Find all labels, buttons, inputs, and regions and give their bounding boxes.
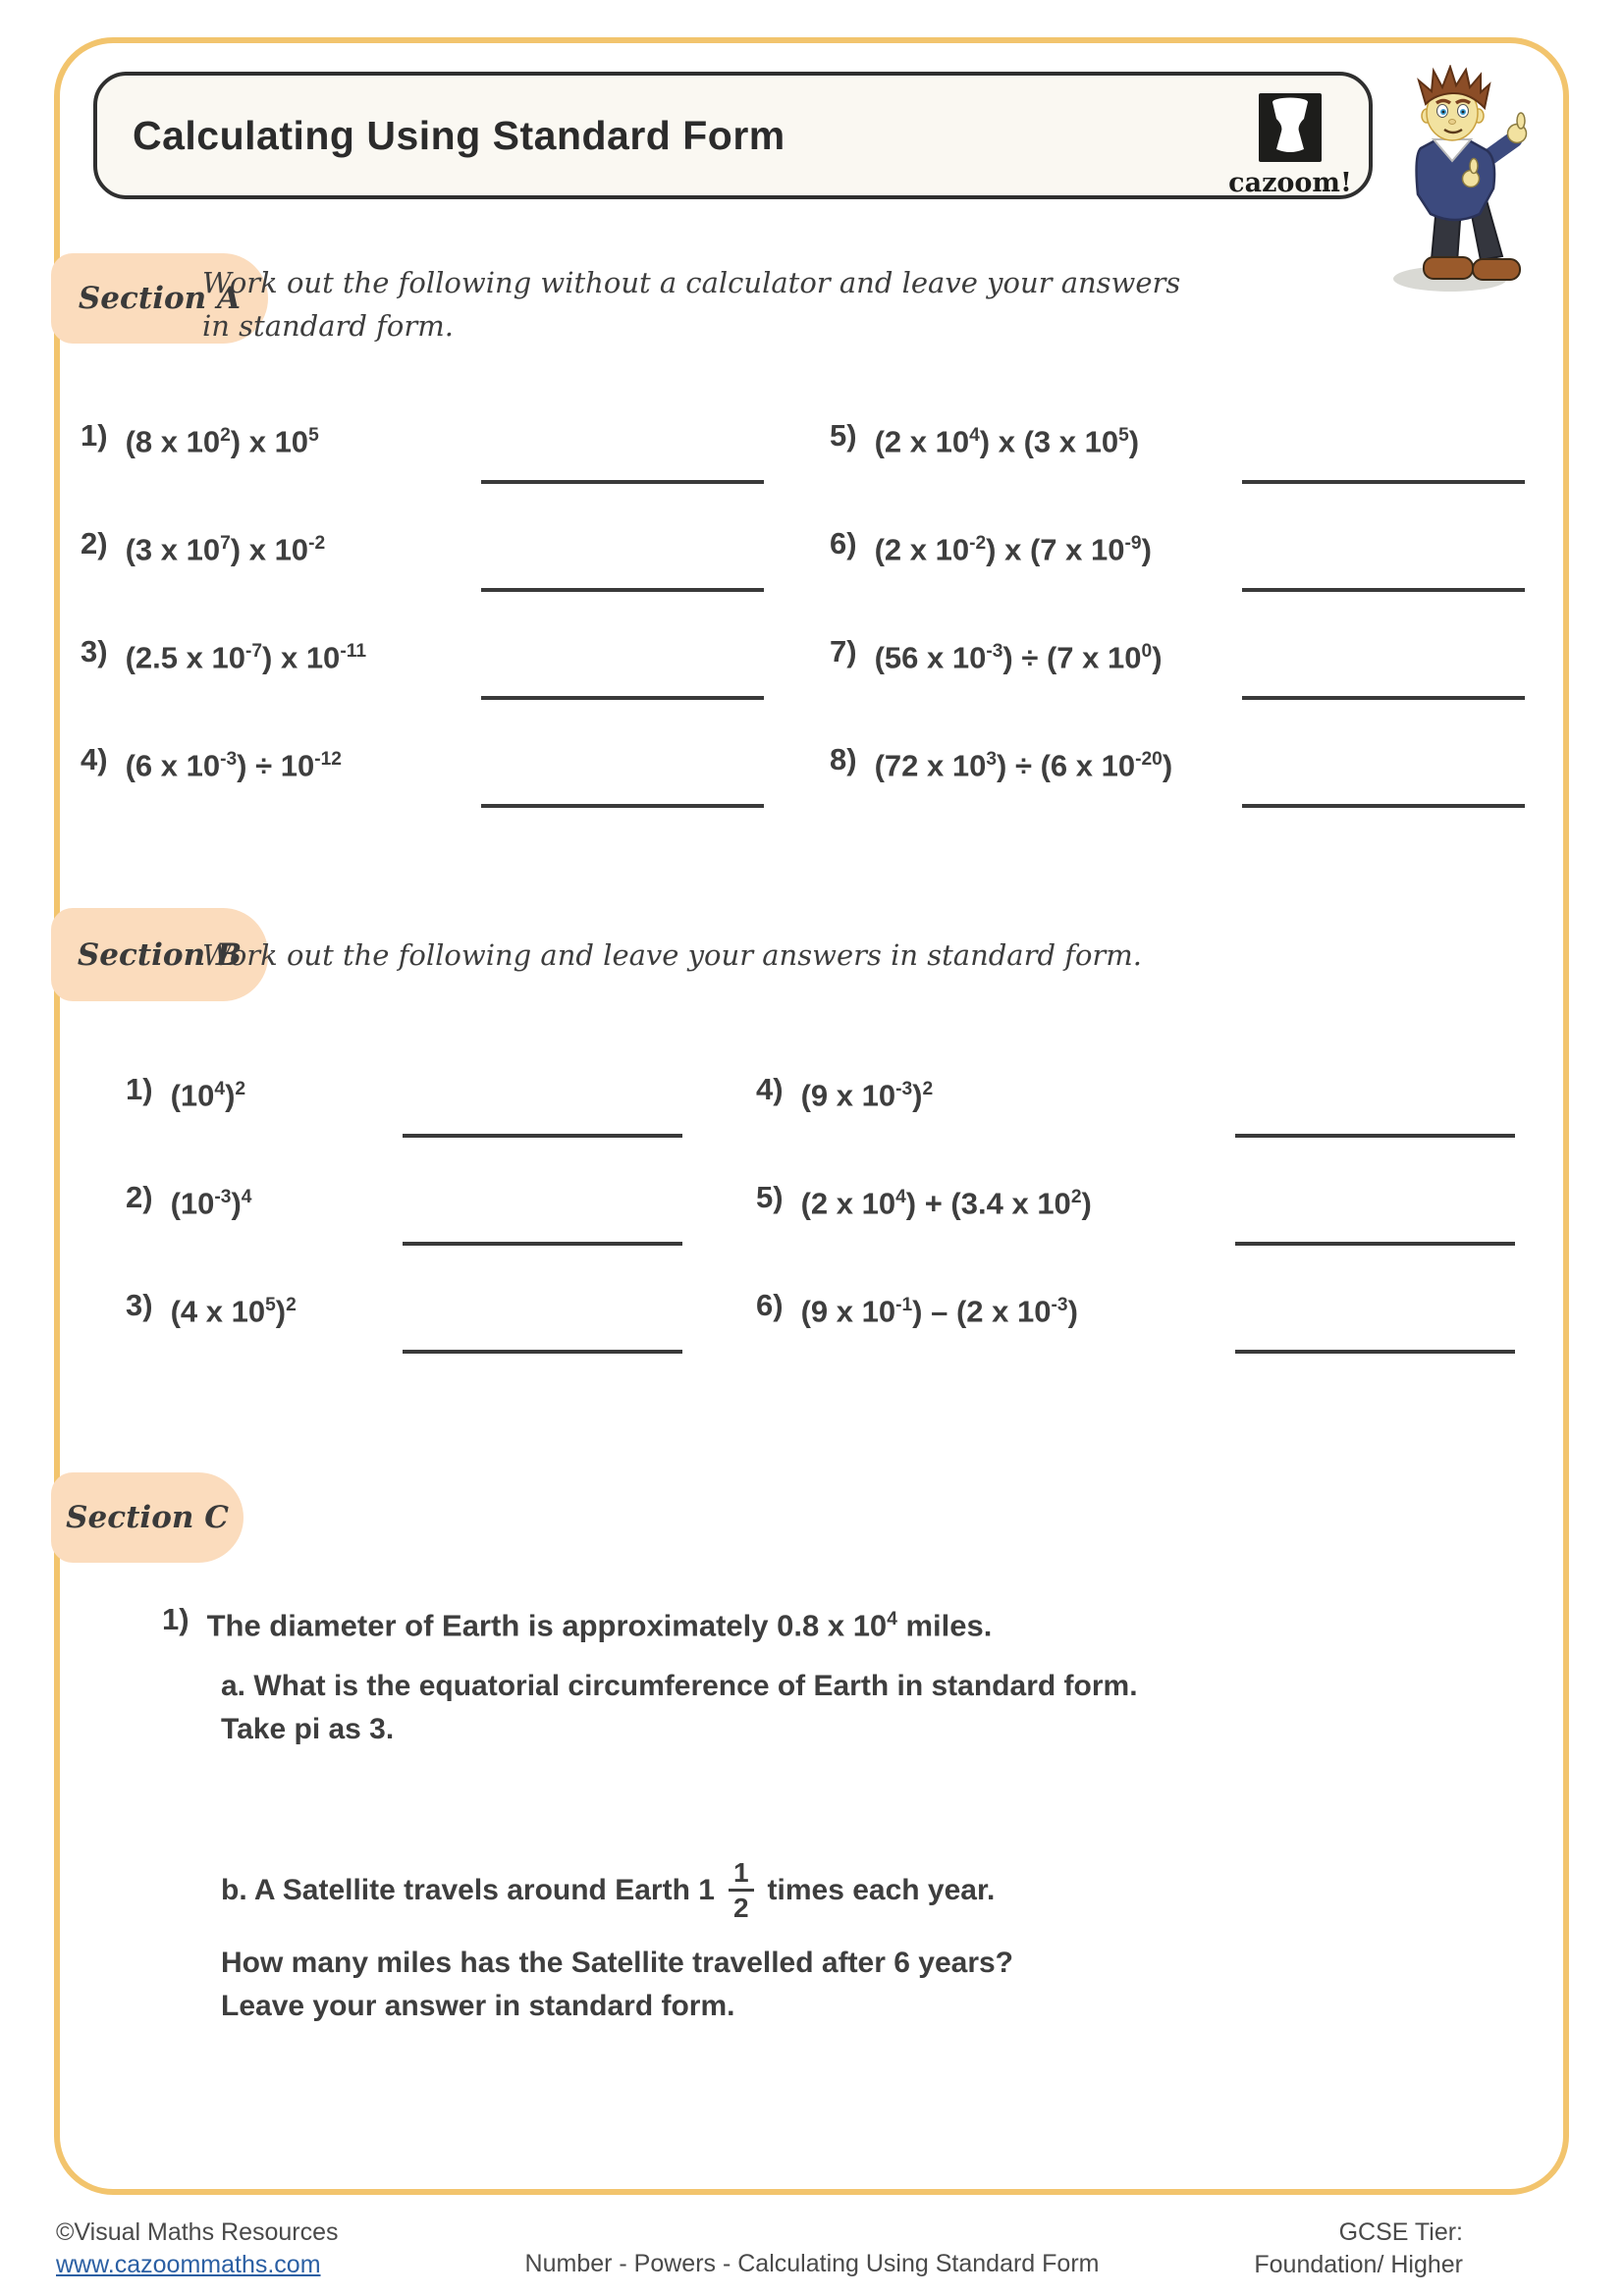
question-b1-number: 1): [126, 1072, 153, 1106]
question-a2-number: 2): [81, 526, 108, 561]
answer-line-a7[interactable]: [1242, 696, 1525, 700]
question-a1-number: 1): [81, 418, 108, 453]
question-b4-expression: (9 x $10^{-3})^2$: [800, 1078, 934, 1113]
question-b2-number: 2): [126, 1180, 153, 1214]
question-b3: [126, 1284, 297, 1333]
question-a2: [81, 522, 325, 571]
section-a-label: Section A: [51, 253, 268, 344]
tier-label: GCSE Tier:: [1338, 2218, 1463, 2246]
question-b3-expression: (4 x $10^5)^2$: [170, 1294, 297, 1329]
question-a4: [81, 738, 342, 787]
question-c1b-line2: How many miles has the Satellite travelled after 6 years?: [221, 1947, 1014, 1979]
answer-line-b4[interactable]: [1235, 1134, 1515, 1138]
title-bar: [93, 72, 1373, 199]
question-a7: [830, 630, 1163, 679]
question-c1-number: 1): [162, 1602, 189, 1636]
question-a8: [830, 738, 1172, 787]
section-a-instructions-line2: in standard form.: [202, 309, 454, 343]
fraction-denominator: 2: [732, 1893, 749, 1923]
question-c1a-line1: a. What is the equatorial circumference of Earth in standard form.: [221, 1670, 1138, 1702]
question-b2: [126, 1176, 251, 1225]
mascot-boy-illustration: [1377, 65, 1539, 295]
section-c-label: Section C: [51, 1472, 244, 1563]
section-a-instructions: [202, 261, 1180, 347]
question-b1: [126, 1068, 245, 1117]
logo-text: cazoom!: [1228, 168, 1352, 198]
tier-value: Foundation/ Higher: [1254, 2251, 1463, 2278]
question-a8-number: 8): [830, 742, 857, 776]
question-b6-number: 6): [756, 1288, 784, 1322]
one-half-fraction: [729, 1858, 754, 1923]
question-c1b-suffix: times each year.: [767, 1873, 996, 1906]
website-link[interactable]: www.cazoommaths.com: [56, 2251, 321, 2278]
answer-line-a4[interactable]: [481, 804, 764, 808]
question-b2-expression: $(10^{-3})^4$: [170, 1186, 252, 1221]
question-a1: [81, 414, 319, 463]
section-b-label: Section B: [51, 908, 268, 1001]
question-a3: [81, 630, 366, 679]
section-a-instructions-line1: Work out the following without a calculator and leave your answers: [202, 266, 1181, 299]
question-b5: [756, 1176, 1092, 1225]
question-a2-expression: (3 x $10^7$) x $10^{-2}$: [125, 532, 326, 567]
question-a1-expression: (8 x $10^2$) x $10^5$: [125, 424, 319, 459]
question-a3-expression: (2.5 x $10^{-7}$) x $10^{-11}$: [125, 640, 367, 675]
question-b6-expression: (9 x $10^{-1}) - (2$ x $10^{-3}$): [800, 1294, 1078, 1329]
question-c1b: [221, 1843, 995, 1937]
answer-line-a1[interactable]: [481, 480, 764, 484]
question-b4: [756, 1068, 933, 1117]
copyright-text: ©Visual Maths Resources: [56, 2218, 339, 2246]
question-a3-number: 3): [81, 634, 108, 668]
footer-copyright-block: [56, 2216, 339, 2281]
drum-icon: [1259, 93, 1322, 162]
question-a5-number: 5): [830, 418, 857, 453]
question-a6: [830, 522, 1152, 571]
footer-tier-block: [1254, 2216, 1463, 2281]
answer-line-b3[interactable]: [403, 1350, 682, 1354]
answer-line-a3[interactable]: [481, 696, 764, 700]
question-c1: [162, 1598, 992, 1647]
answer-line-a8[interactable]: [1242, 804, 1525, 808]
section-b-instructions: Work out the following and leave your answers in standard form.: [202, 938, 1143, 972]
page-title: Calculating Using Standard Form: [133, 112, 785, 158]
question-c1-text: The diameter of Earth is approximately 0.8 x $10^4$ miles.: [206, 1608, 993, 1643]
question-b6: [756, 1284, 1078, 1333]
answer-line-b1[interactable]: [403, 1134, 682, 1138]
question-b3-number: 3): [126, 1288, 153, 1322]
question-b5-expression: (2 x $10^4) + (3.4$ x $10^2$): [800, 1186, 1092, 1221]
question-a7-number: 7): [830, 634, 857, 668]
answer-line-a5[interactable]: [1242, 480, 1525, 484]
question-a6-expression: (2 x $10^{-2}$) x (7 x $10^{-9}$): [874, 532, 1152, 567]
fraction-numerator: 1: [729, 1858, 754, 1892]
question-b4-number: 4): [756, 1072, 784, 1106]
question-a5: [830, 414, 1139, 463]
question-c1b-prefix: b. A Satellite travels around Earth 1: [221, 1873, 715, 1906]
question-a8-expression: (72 x $10^3) \div (6$ x $10^{-20}$): [874, 748, 1173, 783]
footer-topic-text: Number - Powers - Calculating Using Standard Form: [524, 2250, 1100, 2277]
question-c1b-line3: Leave your answer in standard form.: [221, 1990, 735, 2022]
question-a4-expression: (6 x $10^{-3}) \div 10^{-12}$: [125, 748, 342, 783]
question-a7-expression: (56 x $10^{-3}) \div (7$ x $10^0$): [874, 640, 1163, 675]
answer-line-b5[interactable]: [1235, 1242, 1515, 1246]
answer-line-a2[interactable]: [481, 588, 764, 592]
answer-line-a6[interactable]: [1242, 588, 1525, 592]
answer-line-b2[interactable]: [403, 1242, 682, 1246]
question-c1a-line2: Take pi as 3.: [221, 1713, 395, 1745]
question-a5-expression: (2 x $10^4$) x (3 x $10^5$): [874, 424, 1140, 459]
question-b1-expression: $(10^4)^2$: [170, 1078, 246, 1113]
cazoom-logo: [1221, 93, 1359, 198]
question-a4-number: 4): [81, 742, 108, 776]
question-a6-number: 6): [830, 526, 857, 561]
answer-line-b6[interactable]: [1235, 1350, 1515, 1354]
question-b5-number: 5): [756, 1180, 784, 1214]
